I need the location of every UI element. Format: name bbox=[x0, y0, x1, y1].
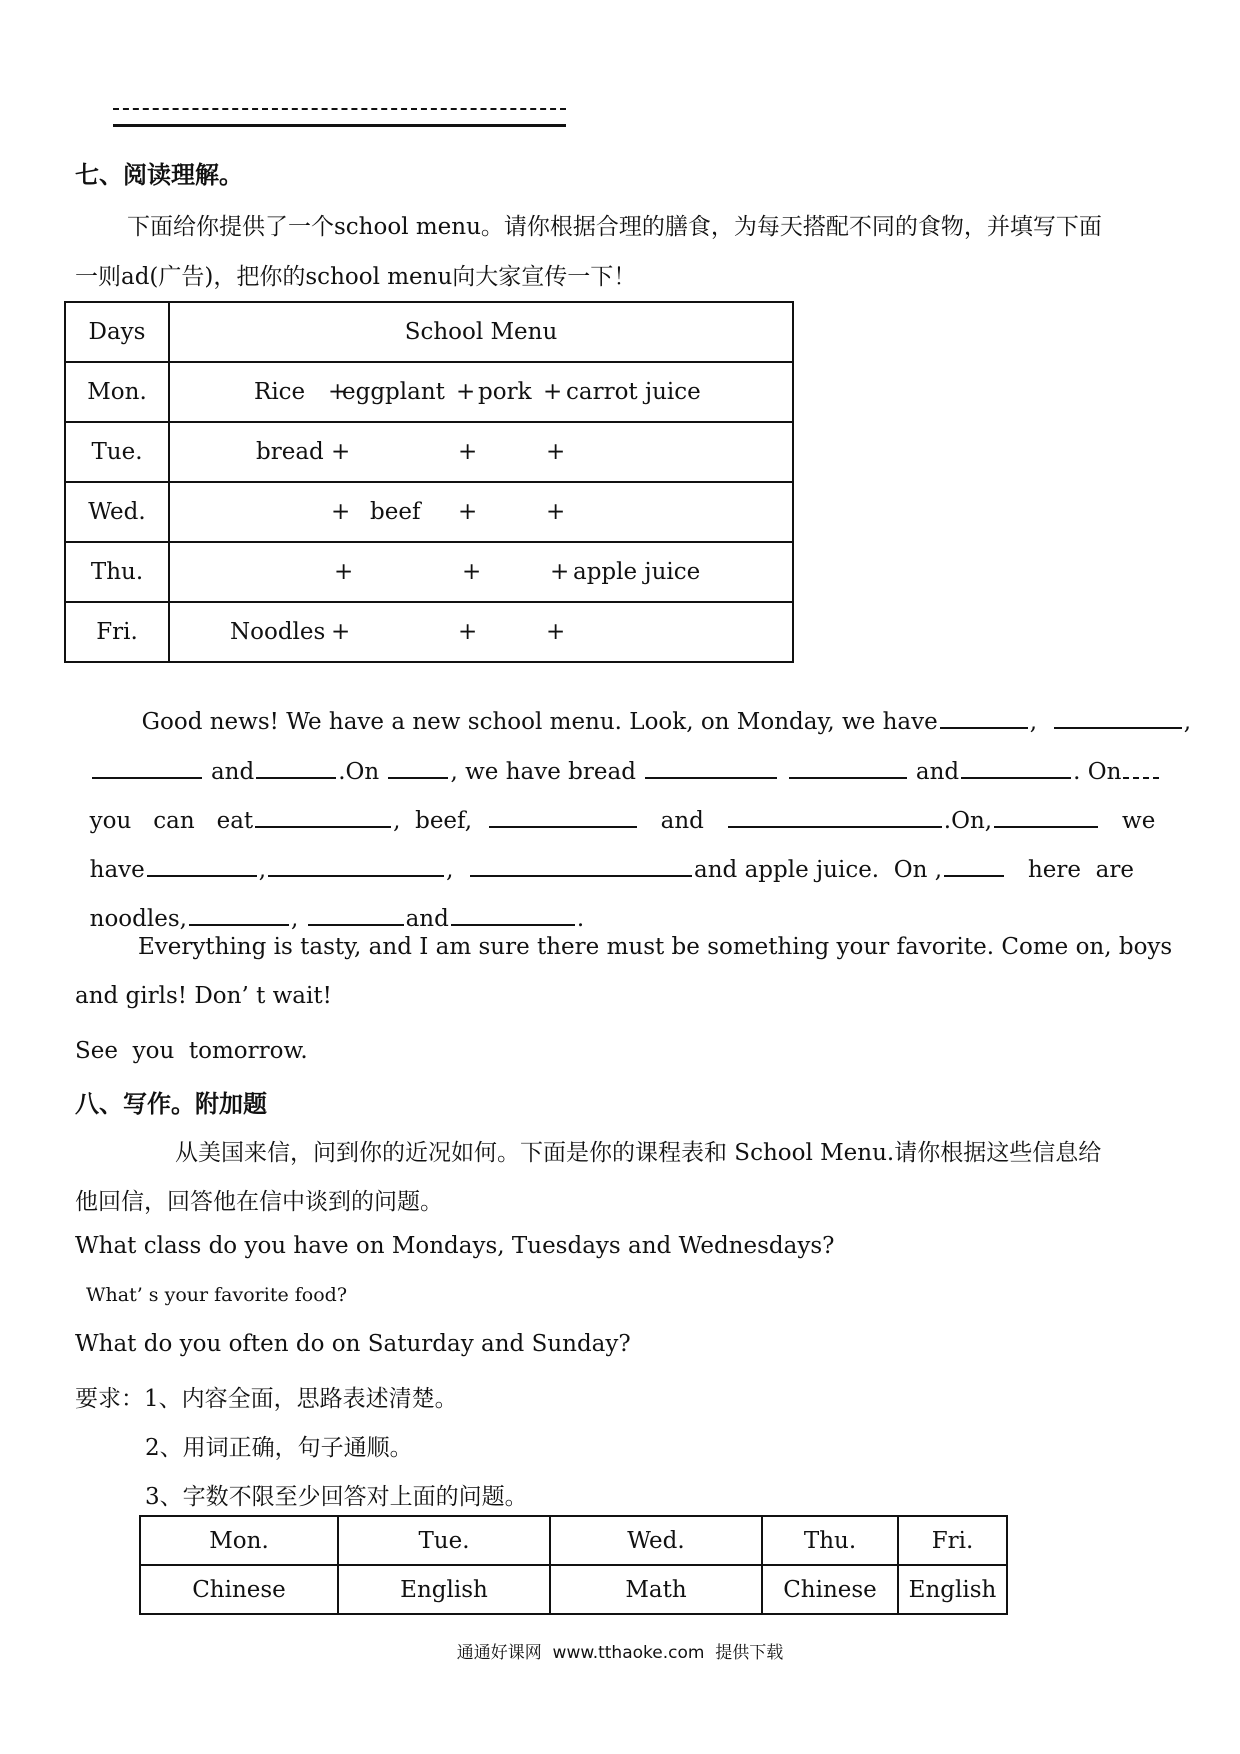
plus-sign: + bbox=[550, 559, 570, 585]
passage-p3: See you tomorrow. bbox=[75, 1038, 308, 1064]
menu-row-fri bbox=[65, 602, 793, 662]
menu-row-tue bbox=[65, 422, 793, 482]
passage-text: .On, bbox=[943, 808, 993, 834]
requirement-3: 3、字数不限至少回答对上面的问题。 bbox=[145, 1484, 528, 1510]
passage-p2-line2: and girls! Don’ t wait! bbox=[75, 983, 332, 1009]
menu-day: Wed. bbox=[65, 482, 169, 542]
menu-items bbox=[169, 422, 793, 482]
blank[interactable] bbox=[308, 923, 404, 926]
schedule-day: Wed. bbox=[550, 1516, 762, 1565]
menu-items bbox=[169, 362, 793, 422]
reading-intro-line2: 一则ad(广告)，把你的school menu向大家宣传一下！ bbox=[75, 264, 637, 290]
passage-text: and bbox=[405, 906, 449, 932]
writing-intro-line1: 从美国来信，问到你的近况如何。下面是你的课程表和 School Menu.请你根据这些信息给 bbox=[175, 1140, 1102, 1166]
passage-line2 bbox=[75, 733, 1161, 785]
menu-header-days: Days bbox=[65, 302, 169, 362]
passage-text: noodles, bbox=[89, 906, 187, 932]
schedule-subject: Chinese bbox=[762, 1565, 898, 1614]
passage-text: eat bbox=[216, 808, 254, 834]
schedule-subject: Chinese bbox=[140, 1565, 338, 1614]
blank[interactable] bbox=[189, 923, 289, 926]
schedule-subject: Math bbox=[550, 1565, 762, 1614]
class-schedule-table bbox=[139, 1515, 1008, 1615]
blank[interactable] bbox=[451, 923, 575, 926]
plus-sign: + bbox=[328, 379, 348, 405]
passage-line4: have , , and apple juice. On , here are bbox=[89, 857, 1134, 883]
passage-text: can bbox=[153, 808, 195, 834]
reading-intro-line1: 下面给你提供了一个school menu。请你根据合理的膳食，为每天搭配不同的食物，并填写下面 bbox=[127, 214, 1102, 240]
passage-text: . On bbox=[1073, 759, 1122, 785]
plus-sign: + bbox=[543, 379, 563, 405]
blank[interactable] bbox=[961, 776, 1071, 779]
schedule-day: Tue. bbox=[338, 1516, 550, 1565]
passage-line3 bbox=[75, 782, 1155, 834]
passage-text: .On bbox=[338, 759, 380, 785]
menu-day: Tue. bbox=[65, 422, 169, 482]
schedule-subject: English bbox=[338, 1565, 550, 1614]
menu-day: Thu. bbox=[65, 542, 169, 602]
requirement-1: 要求：1、内容全面，思路表述清楚。 bbox=[75, 1386, 458, 1412]
plus-sign: + bbox=[331, 439, 351, 465]
top-answer-line-solid bbox=[113, 124, 566, 127]
blank[interactable] bbox=[388, 776, 448, 779]
top-answer-line bbox=[113, 108, 566, 110]
footer-text: 通通好课网 www.tthaoke.com 提供下载 bbox=[456, 1643, 784, 1663]
blank[interactable] bbox=[940, 726, 1028, 729]
menu-day: Fri. bbox=[65, 602, 169, 662]
blank[interactable] bbox=[1054, 726, 1182, 729]
plus-sign: + bbox=[462, 559, 482, 585]
schedule-day: Mon. bbox=[140, 1516, 338, 1565]
menu-row-thu bbox=[65, 542, 793, 602]
passage-text: and bbox=[915, 759, 960, 785]
plus-sign: + bbox=[331, 619, 351, 645]
passage-text: and bbox=[660, 808, 704, 834]
blank[interactable] bbox=[256, 776, 336, 779]
menu-item: bread bbox=[256, 439, 324, 465]
menu-items bbox=[169, 482, 793, 542]
passage-text: On , bbox=[893, 857, 943, 883]
blank[interactable] bbox=[255, 825, 391, 828]
menu-item: pork bbox=[478, 379, 532, 405]
plus-sign: + bbox=[334, 559, 354, 585]
passage-text: Good news! We have a new school menu. Look, on Monday, we have bbox=[141, 709, 938, 735]
plus-sign: + bbox=[546, 439, 566, 465]
passage-line1: Good news! We have a new school menu. Look, on Monday, we have , , bbox=[141, 709, 1191, 735]
schedule-subject-row bbox=[140, 1565, 1007, 1614]
blank[interactable] bbox=[489, 825, 637, 828]
schedule-subject: English bbox=[898, 1565, 1007, 1614]
passage-text: we bbox=[1122, 808, 1156, 834]
menu-items bbox=[169, 602, 793, 662]
blank[interactable] bbox=[789, 776, 907, 779]
passage-text: here bbox=[1027, 857, 1082, 883]
blank[interactable] bbox=[268, 874, 444, 877]
menu-item: beef bbox=[370, 499, 421, 525]
passage-text: have bbox=[89, 857, 145, 883]
passage-text: are bbox=[1095, 857, 1134, 883]
passage-text: and apple juice. bbox=[694, 857, 880, 883]
menu-item: eggplant bbox=[342, 379, 445, 405]
plus-sign: + bbox=[331, 499, 351, 525]
plus-sign: + bbox=[546, 499, 566, 525]
menu-item: Rice bbox=[254, 379, 306, 405]
blank[interactable] bbox=[944, 874, 1004, 877]
question-2: What’ s your favorite food? bbox=[86, 1284, 347, 1306]
plus-sign: + bbox=[456, 379, 476, 405]
blank[interactable] bbox=[994, 825, 1098, 828]
blank[interactable] bbox=[147, 874, 257, 877]
menu-item: Noodles bbox=[230, 619, 326, 645]
passage-text: and bbox=[210, 759, 255, 785]
menu-header-school-menu: School Menu bbox=[169, 302, 793, 362]
menu-day: Mon. bbox=[65, 362, 169, 422]
plus-sign: + bbox=[458, 439, 478, 465]
question-1: What class do you have on Mondays, Tuesdays and Wednesdays? bbox=[75, 1233, 835, 1259]
blank[interactable] bbox=[470, 874, 692, 877]
blank[interactable] bbox=[92, 776, 202, 779]
passage-text: , we have bread bbox=[450, 759, 636, 785]
question-3: What do you often do on Saturday and Sunday? bbox=[75, 1331, 631, 1357]
writing-intro-line2: 他回信，回答他在信中谈到的问题。 bbox=[75, 1189, 443, 1215]
menu-header-row bbox=[65, 302, 793, 362]
plus-sign: + bbox=[458, 619, 478, 645]
passage-p2-line1: Everything is tasty, and I am sure there must be something your favorite. Come on, boys bbox=[138, 934, 1173, 960]
plus-sign: + bbox=[546, 619, 566, 645]
plus-sign: + bbox=[458, 499, 478, 525]
school-menu-table bbox=[64, 301, 794, 663]
passage-text: , beef, bbox=[393, 808, 473, 834]
menu-item: apple juice bbox=[573, 559, 701, 585]
passage-text: you bbox=[89, 808, 132, 834]
menu-items bbox=[169, 542, 793, 602]
schedule-day-row bbox=[140, 1516, 1007, 1565]
passage-line5: noodles, , and . bbox=[89, 906, 585, 932]
requirement-2: 2、用词正确，句子通顺。 bbox=[145, 1435, 413, 1461]
schedule-day: Fri. bbox=[898, 1516, 1007, 1565]
blank[interactable] bbox=[645, 776, 777, 779]
menu-item: carrot juice bbox=[566, 379, 701, 405]
menu-row-wed bbox=[65, 482, 793, 542]
blank[interactable] bbox=[728, 825, 942, 828]
schedule-day: Thu. bbox=[762, 1516, 898, 1565]
blank[interactable] bbox=[1123, 776, 1159, 779]
menu-row-mon bbox=[65, 362, 793, 422]
writing-heading: 八、写作。附加题 bbox=[75, 1090, 267, 1118]
reading-heading: 七、阅读理解。 bbox=[75, 161, 243, 189]
